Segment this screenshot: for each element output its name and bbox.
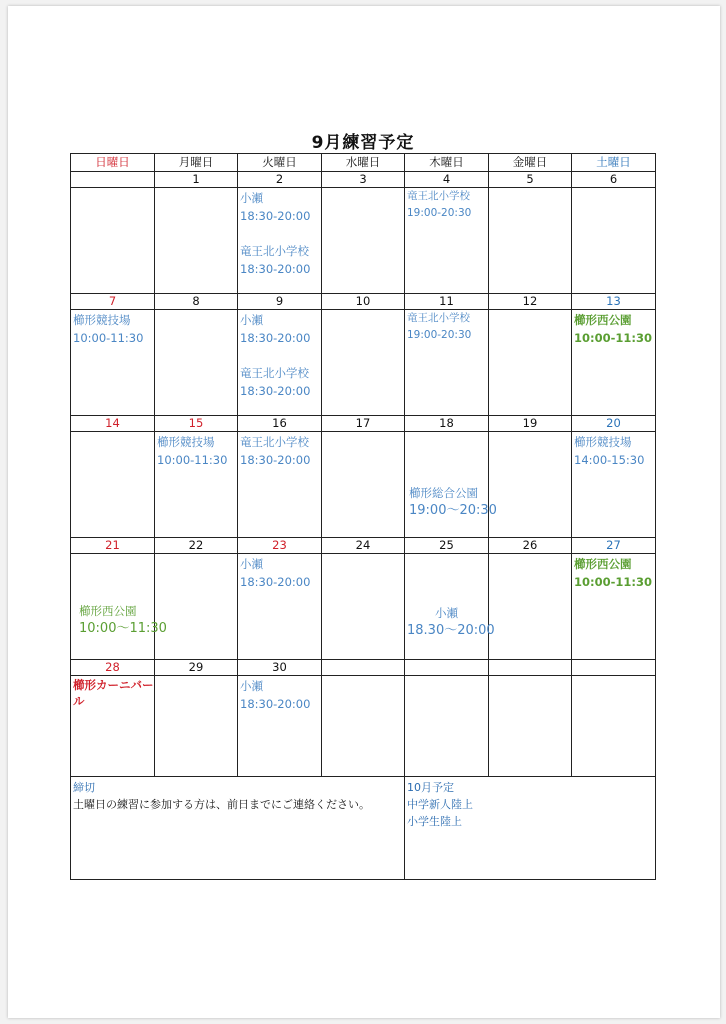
event-row xyxy=(71,554,656,660)
day-cell xyxy=(238,432,322,538)
day-cell xyxy=(71,188,155,294)
event-time: 19:00-20:30 xyxy=(407,329,472,341)
event-place: 小瀬 xyxy=(240,557,263,571)
october-title: 10月予定 xyxy=(407,781,454,794)
day-cell xyxy=(155,554,238,660)
event-place: 櫛形西公園 xyxy=(79,604,137,618)
weekday-sunday: 日曜日 xyxy=(71,154,155,172)
notes-right xyxy=(405,777,656,880)
date-number: 18 xyxy=(405,416,489,432)
event xyxy=(73,311,154,347)
day-cell xyxy=(155,432,238,538)
date-number: 26 xyxy=(489,538,572,554)
day-cell xyxy=(238,554,322,660)
event xyxy=(407,310,488,344)
date-number xyxy=(71,172,155,188)
date-number xyxy=(489,660,572,676)
day-cell xyxy=(489,676,572,777)
weekday-wednesday: 水曜日 xyxy=(322,154,405,172)
date-number: 13 xyxy=(572,294,656,310)
date-number: 21 xyxy=(71,538,155,554)
event xyxy=(407,604,495,640)
date-number: 10 xyxy=(322,294,405,310)
event xyxy=(73,677,154,709)
date-number xyxy=(572,660,656,676)
event-place: 竜王北小学校 xyxy=(407,190,470,202)
october-schedule-note xyxy=(407,779,473,830)
date-number: 2 xyxy=(238,172,322,188)
date-number: 3 xyxy=(322,172,405,188)
event-time: 10:00～11:30 xyxy=(79,621,167,636)
event xyxy=(157,433,237,469)
event-place: 竜王北小学校 xyxy=(240,366,309,380)
deadline-title: 締切 xyxy=(73,781,95,794)
event-row xyxy=(71,432,656,538)
october-item: 中学新人陸上 xyxy=(407,798,473,811)
day-cell xyxy=(405,432,497,538)
event-place: 櫛形総合公園 xyxy=(409,486,478,500)
date-number: 30 xyxy=(238,660,322,676)
event-place: 櫛形西公園 xyxy=(574,557,632,571)
date-number: 8 xyxy=(155,294,238,310)
day-cell xyxy=(405,310,489,416)
date-number: 11 xyxy=(405,294,489,310)
event-row xyxy=(71,310,656,416)
day-cell xyxy=(322,432,405,538)
event-time: 18.30～20:00 xyxy=(407,623,495,638)
day-cell xyxy=(322,554,405,660)
event-time: 10:00-11:30 xyxy=(73,331,144,345)
date-number: 27 xyxy=(572,538,656,554)
day-cell xyxy=(572,676,656,777)
date-number: 15 xyxy=(155,416,238,432)
event xyxy=(240,364,321,400)
date-number: 5 xyxy=(489,172,572,188)
event xyxy=(407,188,488,222)
deadline-text: 土曜日の練習に参加する方は、前日までにご連絡ください。 xyxy=(73,798,370,811)
weekday-saturday: 土曜日 xyxy=(572,154,656,172)
event-time: 18:30-20:00 xyxy=(240,262,311,276)
event-place: 小瀬 xyxy=(435,606,458,620)
event-place: 小瀬 xyxy=(240,313,263,327)
event-row xyxy=(71,188,656,294)
day-cell xyxy=(155,188,238,294)
event-time: 18:30-20:00 xyxy=(240,331,311,345)
day-cell xyxy=(322,188,405,294)
event-time: 14:00-15:30 xyxy=(574,453,645,467)
event-place: 櫛形カーニバール xyxy=(73,678,154,708)
event-time: 10:00-11:30 xyxy=(574,575,652,589)
event-place: 櫛形競技場 xyxy=(574,435,632,449)
day-cell xyxy=(572,554,656,660)
event xyxy=(240,555,321,591)
date-number xyxy=(405,660,489,676)
day-cell xyxy=(405,676,489,777)
event xyxy=(574,555,655,591)
calendar-table xyxy=(70,153,656,880)
event-time: 19:00～20:30 xyxy=(409,503,497,518)
weekday-thursday: 木曜日 xyxy=(405,154,489,172)
day-cell xyxy=(572,432,656,538)
weekday-header-row xyxy=(71,154,656,172)
day-cell xyxy=(238,310,322,416)
day-cell xyxy=(155,310,238,416)
date-number: 28 xyxy=(71,660,155,676)
day-cell xyxy=(489,554,572,660)
event xyxy=(240,677,321,713)
day-cell xyxy=(405,554,495,660)
date-number: 20 xyxy=(572,416,656,432)
event-place: 小瀬 xyxy=(240,191,263,205)
date-row xyxy=(71,416,656,432)
day-cell xyxy=(489,432,572,538)
date-number xyxy=(322,660,405,676)
date-number: 1 xyxy=(155,172,238,188)
event-place: 櫛形競技場 xyxy=(157,435,215,449)
event xyxy=(574,311,655,347)
date-row xyxy=(71,660,656,676)
event xyxy=(240,189,321,225)
october-item: 小学生陸上 xyxy=(407,815,462,828)
event-time: 10:00-11:30 xyxy=(157,453,228,467)
page-title: 9月練習予定 xyxy=(311,133,415,153)
event xyxy=(79,602,167,638)
date-number: 25 xyxy=(405,538,489,554)
day-cell xyxy=(572,310,656,416)
event-place: 竜王北小学校 xyxy=(407,312,470,324)
date-number: 24 xyxy=(322,538,405,554)
date-number: 7 xyxy=(71,294,155,310)
event-time: 18:30-20:00 xyxy=(240,697,311,711)
weekday-tuesday: 火曜日 xyxy=(238,154,322,172)
day-cell xyxy=(489,188,572,294)
event-time: 18:30-20:00 xyxy=(240,453,311,467)
date-number: 4 xyxy=(405,172,489,188)
day-cell xyxy=(405,188,489,294)
event xyxy=(574,433,655,469)
event-time: 19:00-20:30 xyxy=(407,207,472,219)
date-row xyxy=(71,538,656,554)
event xyxy=(240,242,321,278)
day-cell xyxy=(155,676,238,777)
notes-left xyxy=(71,777,405,880)
date-number: 9 xyxy=(238,294,322,310)
date-number: 23 xyxy=(238,538,322,554)
day-cell xyxy=(572,188,656,294)
event-place: 櫛形西公園 xyxy=(574,313,632,327)
notes-row xyxy=(71,777,656,880)
day-cell xyxy=(71,554,167,660)
event xyxy=(409,484,497,520)
event-time: 18:30-20:00 xyxy=(240,209,311,223)
event-time: 10:00-11:30 xyxy=(574,331,652,345)
date-number: 22 xyxy=(155,538,238,554)
day-cell xyxy=(238,676,322,777)
date-number: 6 xyxy=(572,172,656,188)
event-place: 竜王北小学校 xyxy=(240,435,309,449)
weekday-friday: 金曜日 xyxy=(489,154,572,172)
deadline-note xyxy=(73,779,370,813)
date-number: 14 xyxy=(71,416,155,432)
date-number: 29 xyxy=(155,660,238,676)
day-cell xyxy=(71,310,155,416)
day-cell xyxy=(489,310,572,416)
day-cell xyxy=(322,310,405,416)
day-cell xyxy=(322,676,405,777)
event-place: 櫛形競技場 xyxy=(73,313,131,327)
event xyxy=(240,433,321,469)
date-row xyxy=(71,294,656,310)
event-place: 竜王北小学校 xyxy=(240,244,309,258)
day-cell xyxy=(71,676,155,777)
date-number: 19 xyxy=(489,416,572,432)
date-number: 17 xyxy=(322,416,405,432)
date-number: 16 xyxy=(238,416,322,432)
event xyxy=(240,311,321,347)
day-cell xyxy=(71,432,155,538)
event-time: 18:30-20:00 xyxy=(240,384,311,398)
date-row xyxy=(71,172,656,188)
weekday-monday: 月曜日 xyxy=(155,154,238,172)
event-time: 18:30-20:00 xyxy=(240,575,311,589)
event-place: 小瀬 xyxy=(240,679,263,693)
day-cell xyxy=(238,188,322,294)
date-number: 12 xyxy=(489,294,572,310)
event-row xyxy=(71,676,656,777)
